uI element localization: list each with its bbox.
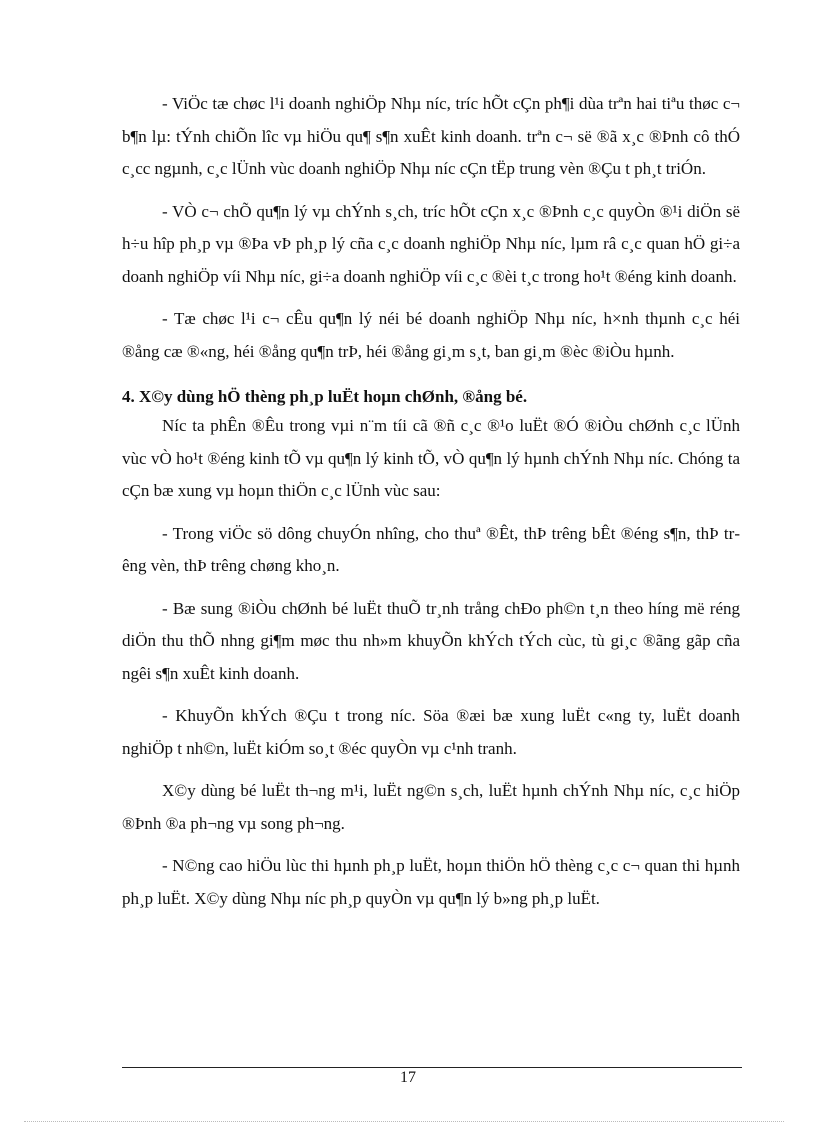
page-body xyxy=(122,88,740,925)
page-edge-divider xyxy=(24,1121,784,1122)
page-number: 17 xyxy=(400,1069,416,1086)
paragraph: - VÒ c¬ chÕ qu¶n lý vµ chÝnh s¸ch, tríc hÕt cÇn x¸c ®Þnh c¸c quyÒn ®¹i diÖn së h÷u hîp ph¸p vµ ®Þa vÞ ph¸p lý cña c¸c doanh nghiÖp Nhµ níc, lµm râ c¸c quan hÖ gi÷a doanh nghiÖp víi Nhµ níc, gi÷a doanh nghiÖp víi c¸c ®èi t¸c trong ho¹t ®éng kinh doanh. xyxy=(122,201,740,286)
paragraph: - KhuyÕn khÝch ®Çu t trong níc. Söa ®æi bæ xung luËt c«ng ty, luËt doanh nghiÖp t nh©n, luËt kiÓm so¸t ®éc quyÒn vµ c¹nh tranh. xyxy=(122,706,740,758)
paragraph: Níc ta phÊn ®Êu trong vµi n¨m tíi cã ®ñ c¸c ®¹o luËt ®Ó ®iÒu chØnh c¸c lÜnh vùc vÒ ho¹t ®éng kinh tÕ vµ qu¶n lý kinh tÕ, vÒ qu¶n lý hµnh chÝnh Nhµ níc. Chóng ta cÇn bæ xung vµ hoµn thiÖn c¸c lÜnh vùc sau: xyxy=(122,416,740,500)
paragraph: X©y dùng bé luËt th¬ng m¹i, luËt ng©n s¸ch, luËt hµnh chÝnh Nhµ níc, c¸c hiÖp ®Þnh ®a ph¬ng vµ song ph¬ng. xyxy=(122,781,740,833)
paragraph: - ViÖc tæ chøc l¹i doanh nghiÖp Nhµ níc, tríc hÕt cÇn ph¶i dùa trªn hai tiªu thøc c¬ b¶n lµ: tÝnh chiÕn lîc vµ hiÖu qu¶ s¶n xuÊt kinh doanh. trªn c¬ së ®ã x¸c ®Þnh cô thÓ c¸cc ngµnh, c¸c lÜnh vùc doanh nghiÖp Nhµ níc cÇn tËp trung vèn ®Çu t ph¸t triÓn. xyxy=(122,94,740,178)
paragraph: - Bæ sung ®iÒu chØnh bé luËt thuÕ tr¸nh trång chÐo ph©n t¸n theo híng më réng diÖn thu thÕ nhng gi¶m møc thu nh»m khuyÕn khÝch tÝch cùc, tù gi¸c ®ãng gãp cña ngêi s¶n xuÊt kinh doanh. xyxy=(122,598,740,683)
section-heading: 4. X©y dùng hÖ thèng ph¸p luËt hoµn chØnh, ®ång bé. xyxy=(122,387,528,406)
paragraph: - Trong viÖc sö dông chuyÓn nhîng, cho thuª ®Êt, thÞ trêng bÊt ®éng s¶n, thÞ trêng vèn, thÞ trêng chøng kho¸n. xyxy=(122,523,740,575)
paragraph: - N©ng cao hiÖu lùc thi hµnh ph¸p luËt, hoµn thiÖn hÖ thèng c¸c c¬ quan thi hµnh ph¸p luËt. X©y dùng Nhµ níc ph¸p quyÒn vµ qu¶n lý b»ng ph¸p luËt. xyxy=(122,856,740,908)
paragraph: - Tæ chøc l¹i c¬ cÊu qu¶n lý néi bé doanh nghiÖp Nhµ níc, h×nh thµnh c¸c héi ®ång cæ ®«ng, héi ®ång qu¶n trÞ, héi ®ång gi¸m s¸t, ban gi¸m ®èc ®iÒu hµnh. xyxy=(122,309,740,361)
